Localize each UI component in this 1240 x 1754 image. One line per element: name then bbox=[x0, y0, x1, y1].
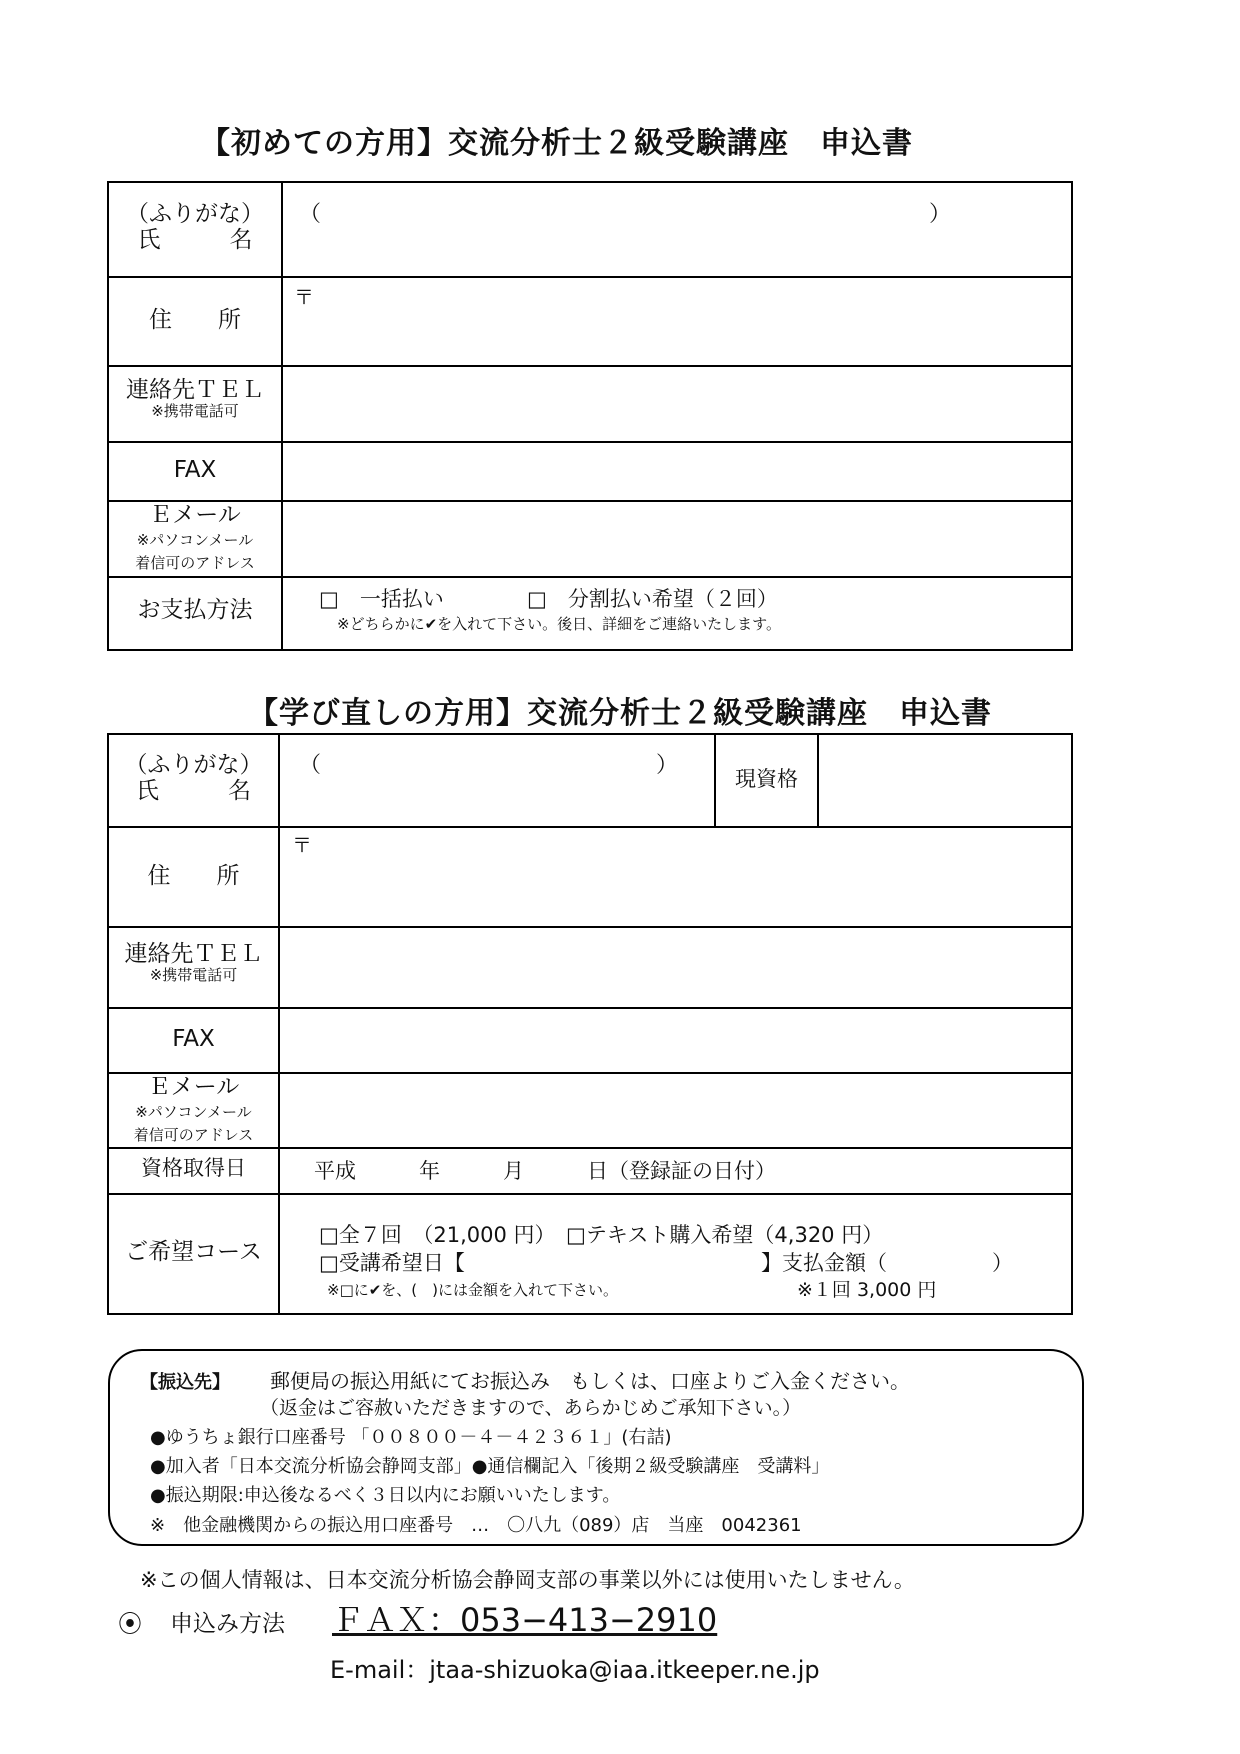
form1-email-label bbox=[109, 502, 281, 574]
name-label: 氏 名 bbox=[136, 778, 251, 805]
furigana-label: （ふりがな） bbox=[124, 752, 263, 778]
form1-tel-label bbox=[109, 377, 281, 421]
form2-acquired-date-label: 資格取得日 bbox=[141, 1156, 246, 1180]
transfer-line-6: ※ 他金融機関からの振込用口座番号 … 〇八九（089）店 当座 0042361 bbox=[150, 1515, 802, 1536]
form2-address-field[interactable] bbox=[280, 828, 1071, 925]
form1-postal-mark: 〒 bbox=[294, 285, 314, 309]
form2-email-label bbox=[109, 1074, 278, 1146]
form2-tel-field[interactable] bbox=[280, 928, 1071, 1006]
form1-fax-field[interactable] bbox=[283, 443, 1071, 499]
transfer-line-5: ●振込期限:申込後なるべく３日以内にお願いいたします。 bbox=[150, 1485, 621, 1506]
form2-fax-label: FAX bbox=[172, 1026, 215, 1052]
form1-title: 【初めての方用】交流分析士２級受験講座 申込書 bbox=[200, 126, 913, 161]
furigana-label: （ふりがな） bbox=[126, 201, 264, 227]
form1-payment-installment-option[interactable]: □ 分割払い希望（２回） bbox=[527, 587, 778, 611]
tel-note: ※携帯電話可 bbox=[149, 966, 238, 985]
email-label: Ｅメール bbox=[149, 502, 241, 528]
form2-row-divider bbox=[109, 1193, 1071, 1195]
form2-qualification-field[interactable] bbox=[819, 735, 1071, 825]
fax-number[interactable]: ＦＡＸ：053−413−2910 bbox=[332, 1601, 718, 1639]
form2-acquired-date-field[interactable]: 平成 年 月 日（登録証の日付） bbox=[314, 1159, 776, 1183]
tel-label: 連絡先ＴＥＬ bbox=[126, 377, 264, 403]
form2-qualification-label: 現資格 bbox=[735, 767, 798, 791]
privacy-notice: ※この個人情報は、日本交流分析協会静岡支部の事業以外には使用いたしません。 bbox=[140, 1568, 915, 1592]
form1-address-label: 住 所 bbox=[149, 307, 241, 333]
form1-fax-label: FAX bbox=[173, 457, 217, 483]
email-label: Ｅメール bbox=[147, 1074, 240, 1100]
form2-tel-label bbox=[109, 941, 278, 985]
form1-tel-field[interactable] bbox=[283, 367, 1071, 440]
form2-course-label: ご希望コース bbox=[125, 1239, 262, 1265]
transfer-line-2: （返金はご容赦いただきますので、あらかじめご承知下さい。） bbox=[260, 1397, 802, 1419]
form2-course-full-option[interactable]: □全７回 （21,000 円） □テキスト購入希望（4,320 円） bbox=[319, 1223, 884, 1247]
form2-course-amount-field[interactable]: 】支払金額（ ） bbox=[761, 1251, 1013, 1275]
form1-payment-note: ※どちらかに✔を入れて下さい。後日、詳細をご連絡いたします。 bbox=[337, 615, 781, 633]
transfer-info-box bbox=[108, 1349, 1084, 1546]
transfer-line-3: ●ゆうちょ銀行口座番号 「００８００－４－４２３６１」(右詰) bbox=[150, 1427, 672, 1448]
form2-title: 【学び直しの方用】交流分析士２級受験講座 申込書 bbox=[248, 696, 992, 731]
tel-label: 連絡先ＴＥＬ bbox=[124, 941, 263, 967]
form2-postal-mark: 〒 bbox=[292, 833, 312, 857]
form2-course-date-option[interactable]: □受講希望日【 bbox=[319, 1251, 465, 1275]
form2-course-price-note: ※１回 3,000 円 bbox=[797, 1279, 937, 1301]
transfer-heading: 【振込先】 bbox=[140, 1372, 230, 1393]
form1-address-field[interactable] bbox=[283, 278, 1071, 364]
form1-email-field[interactable] bbox=[283, 502, 1071, 575]
form2-name-field[interactable] bbox=[280, 735, 713, 825]
form1-name-label bbox=[109, 201, 281, 254]
form1-name-close-paren: ） bbox=[929, 202, 952, 227]
email-note-2: 着信可のアドレス bbox=[135, 554, 255, 573]
form1-name-open-paren: （ bbox=[299, 202, 322, 227]
form1-table bbox=[107, 181, 1073, 651]
form1-row-divider bbox=[109, 576, 1071, 578]
form2-name-close-paren: ） bbox=[656, 753, 679, 778]
form2-course-note: ※□に✔を、( )には金額を入れて下さい。 bbox=[327, 1281, 619, 1299]
form1-payment-lump-sum-option[interactable]: □ 一括払い bbox=[319, 587, 444, 611]
email-note-1: ※パソコンメール bbox=[135, 1103, 252, 1122]
method-radio-icon: ⦿ bbox=[118, 1610, 142, 1638]
transfer-line-4: ●加入者「日本交流分析協会静岡支部」●通信欄記入「後期２級受験講座 受講料」 bbox=[150, 1456, 830, 1477]
email-address[interactable]: E-mail：jtaa-shizuoka@iaa.itkeeper.ne.jp bbox=[330, 1656, 820, 1684]
form2-row-divider bbox=[109, 1147, 1071, 1149]
form1-payment-label: お支払方法 bbox=[137, 597, 253, 623]
form2-name-open-paren: （ bbox=[299, 753, 322, 778]
form2-name-label bbox=[109, 752, 278, 805]
form2-table bbox=[107, 733, 1073, 1315]
method-label: 申込み方法 bbox=[170, 1611, 285, 1637]
form2-email-field[interactable] bbox=[280, 1074, 1071, 1146]
form1-name-field[interactable] bbox=[283, 183, 1071, 275]
transfer-line-1: 郵便局の振込用紙にてお振込み もしくは、口座よりご入金ください。 bbox=[270, 1369, 910, 1393]
email-note-2: 着信可のアドレス bbox=[133, 1126, 254, 1145]
form2-fax-field[interactable] bbox=[280, 1009, 1071, 1071]
tel-note: ※携帯電話可 bbox=[151, 402, 239, 421]
email-note-1: ※パソコンメール bbox=[136, 531, 254, 550]
form2-address-label: 住 所 bbox=[147, 863, 240, 889]
name-label: 氏 名 bbox=[137, 227, 253, 254]
